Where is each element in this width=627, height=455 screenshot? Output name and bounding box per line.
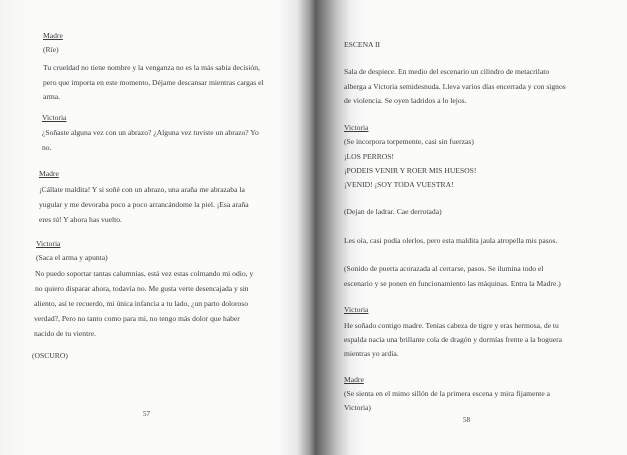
stage-direction: escenario y se ponen en funcionamiento las máquinas. Entra la Madre.) <box>344 279 561 288</box>
dialogue-line: no quiero disparar ahora, todavía no. Me gusta verte desencajada y sin <box>35 284 249 293</box>
scene-description-line: alberga a Victoria semidesnuda. Lleva varios días encerrada y con signos <box>344 82 566 91</box>
speaker-name: Victoria <box>36 239 61 248</box>
dialogue-line: verdad?, Pero no tanto como para mi, no tengo más dolor que haber <box>34 314 240 323</box>
stage-direction: (Se incorpora torpemente, casi sin fuerzas) <box>344 137 474 146</box>
dialogue-line: aliento, así te recuerdo, mi única infancia a tu lado, ¿un parto doloroso <box>34 299 249 308</box>
dialogue-line: ¡PODEIS VENIR Y ROER MIS HUESOS! <box>344 166 477 175</box>
scene-description-line: Sala de despiece. En medio del escenario un cilindro de metacrilato <box>344 67 550 76</box>
dialogue-line: Tu crueldad no tiene nombre y la venganza no es la más sabia decisión, <box>43 63 260 72</box>
scene-description-line: de violencia. Se oyen ladridos a lo lejos. <box>344 96 467 105</box>
speaker-name: Madre <box>39 169 59 178</box>
dialogue-line: ¡LOS PERROS! <box>344 152 395 161</box>
speaker-name: Victoria <box>344 305 369 314</box>
stage-direction: (Saca el arma y apunta) <box>36 253 108 262</box>
dialogue-line: espalda nacía una brillante cola de dragón y dormías frente a la boguera <box>344 335 563 344</box>
dialogue-line: No puedo soportar tantas calumnias, está vez estas colmando mi odio, y <box>35 269 254 278</box>
speaker-name: Victoria <box>344 123 369 132</box>
speaker-name: Madre <box>43 31 63 40</box>
dialogue-line: ¿Soñaste alguna vez con un abrazo? ¿Alguna vez tuviste un abrazo? Yo <box>42 128 259 137</box>
page-number: 58 <box>463 416 470 424</box>
stage-direction: (Dejan de ladrar. Cae derrotada) <box>344 207 442 216</box>
closing-direction: (OSCURO) <box>32 351 68 360</box>
right-page <box>316 0 627 455</box>
dialogue-line: nacido de tu vientre. <box>34 329 96 338</box>
scene-title: ESCENA II <box>344 40 381 49</box>
dialogue-line: no. <box>42 143 52 152</box>
stage-direction: (Ríe) <box>43 45 59 54</box>
dialogue-line: pero que importa en este momento, Déjame descansar mientras cargas el <box>43 78 264 87</box>
dialogue-line: ¡VENID! ¡SOY TODA VUESTRA! <box>344 180 454 189</box>
dialogue-line: yugular y me devoraba poco a poco arrancándome la piel. ¡Esa araña <box>39 200 249 209</box>
page-number: 57 <box>143 410 150 418</box>
stage-direction: (Sonido de puerta acorazada al cerrarse, pasos. Se ilumina todo el <box>344 264 544 273</box>
dialogue-line: mientras yo ardía. <box>344 349 399 358</box>
dialogue-line: ¡Cállate maldita! Y si soñé con un abrazo, una araña me abrazaba la <box>39 185 245 194</box>
speaker-name: Madre <box>344 375 364 384</box>
dialogue-line: Les oía, casi podía olerlos, pero esta maldita jaula atropella mis pasos. <box>344 236 558 245</box>
speaker-name: Victoria <box>42 113 67 122</box>
dialogue-line: He soñado contigo madre. Tenías cabeza de tigre y eras hermosa, de tu <box>344 321 559 330</box>
dialogue-line: arma. <box>43 92 61 101</box>
stage-direction: (Se sienta en el mimo sillón de la primera escena y mira fijamente a <box>344 389 551 398</box>
dialogue-line: eres tú! Y ahora has vuelto. <box>39 215 122 224</box>
stage-direction: Victoria) <box>344 403 371 412</box>
